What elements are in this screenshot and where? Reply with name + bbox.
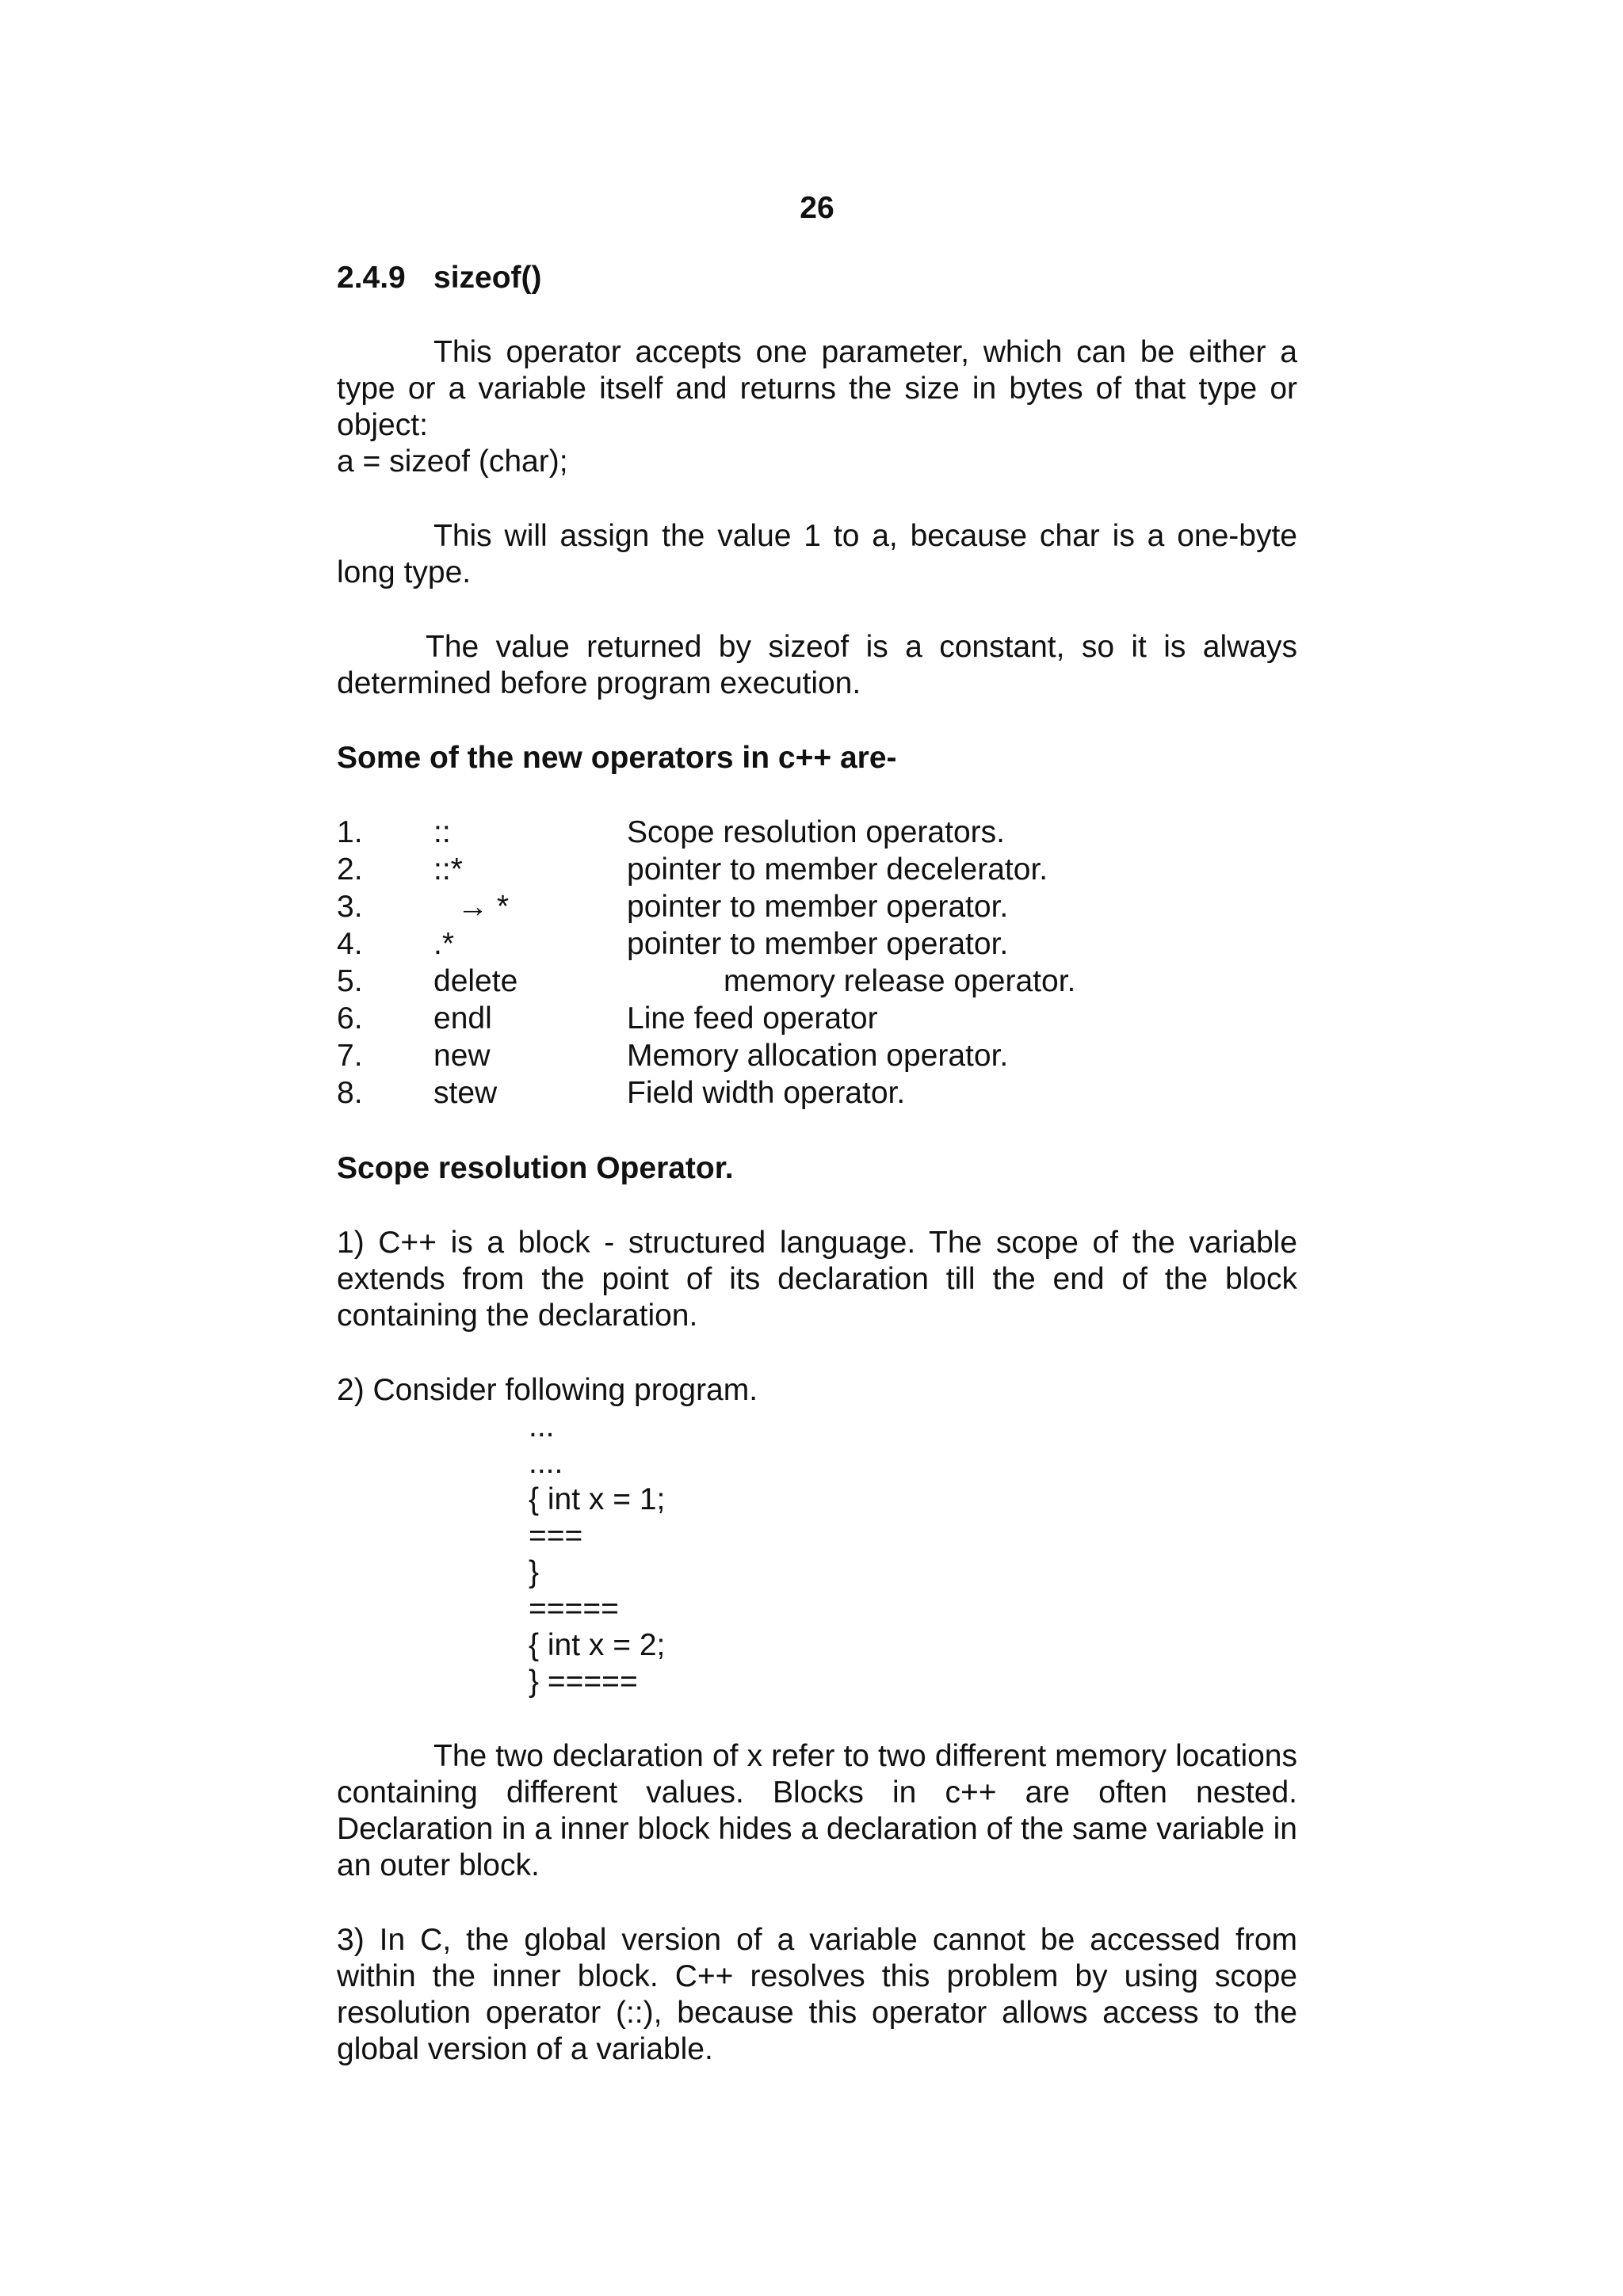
- operator-row: [337, 852, 1297, 889]
- page-number: 26: [800, 191, 834, 225]
- code-line: } =====: [529, 1665, 638, 1699]
- operator-number: 7.: [337, 1039, 363, 1073]
- code-line: ...: [529, 1409, 555, 1444]
- document-page: [337, 190, 1297, 2068]
- operator-description: pointer to member operator.: [627, 927, 1009, 961]
- scope-resolution-heading: Scope resolution Operator.: [337, 1151, 734, 1185]
- scope-point-3: 3) In C, the global version of a variable cannot be accessed from within the inner block. C++ resolves this problem by using scope resolution operator (::), because this operator allows access to the global version of a variable.: [337, 1923, 1297, 2066]
- operator-symbol: → *: [457, 890, 510, 924]
- operator-row: [337, 1038, 1297, 1075]
- operator-row: [337, 926, 1297, 963]
- operator-symbol: delete: [433, 964, 518, 998]
- code-line: ===: [529, 1519, 583, 1553]
- operator-number: 2.: [337, 852, 363, 887]
- operator-row: [337, 814, 1297, 852]
- operator-description: Scope resolution operators.: [627, 815, 1005, 849]
- operator-symbol: stew: [433, 1076, 498, 1110]
- operator-number: 3.: [337, 890, 363, 924]
- operator-description: pointer to member operator.: [627, 890, 1009, 924]
- scope-point-1: 1) C++ is a block - structured language. The scope of the variable extends from the point of its declaration till the end of the block containing the declaration.: [337, 1226, 1297, 1333]
- operator-row: [337, 1001, 1297, 1038]
- scope-point-2: 2) Consider following program.: [337, 1373, 758, 1407]
- operator-row: [337, 889, 1297, 926]
- operator-description: Field width operator.: [627, 1076, 906, 1110]
- operator-number: 8.: [337, 1076, 363, 1110]
- operator-number: 6.: [337, 1001, 363, 1035]
- code-example: [529, 1409, 1297, 1700]
- operator-list: [337, 814, 1297, 1112]
- operator-symbol: .*: [433, 927, 455, 961]
- section-heading: [337, 260, 1297, 296]
- sizeof-paragraph-3: The value returned by sizeof is a constant, so it is always determined before program execution.: [337, 630, 1297, 700]
- operator-description: pointer to member decelerator.: [627, 852, 1048, 887]
- new-operators-heading: Some of the new operators in c++ are-: [337, 741, 897, 775]
- code-line: }: [529, 1555, 540, 1589]
- operator-row: [337, 1075, 1297, 1112]
- operator-description: Line feed operator: [627, 1001, 878, 1035]
- operator-symbol: endl: [433, 1001, 492, 1035]
- operator-row: [337, 963, 1297, 1001]
- code-line: =====: [529, 1592, 619, 1626]
- operator-number: 5.: [337, 964, 363, 998]
- code-line: { int x = 1;: [529, 1482, 666, 1516]
- operator-number: 1.: [337, 815, 363, 849]
- operator-description: Memory allocation operator.: [627, 1039, 1009, 1073]
- section-number: 2.4.9: [337, 261, 406, 295]
- sizeof-code-example: a = sizeof (char);: [337, 444, 568, 479]
- scope-paragraph-after-code: The two declaration of x refer to two different memory locations containing different values. Blocks in c++ are often nested. Declaration in a inner block hides a declaration of the same variable in an outer block.: [337, 1739, 1297, 1882]
- operator-description: memory release operator.: [724, 964, 1076, 998]
- operator-symbol: ::*: [433, 852, 463, 887]
- section-title: sizeof(): [433, 261, 542, 295]
- sizeof-paragraph-2: This will assign the value 1 to a, because char is a one-byte long type.: [337, 519, 1297, 589]
- code-line: ....: [529, 1446, 563, 1480]
- sizeof-paragraph-1: This operator accepts one parameter, which can be either a type or a variable itself and returns the size in bytes of that type or object:: [337, 335, 1297, 442]
- operator-symbol: new: [433, 1039, 491, 1073]
- operator-symbol: ::: [433, 815, 451, 849]
- operator-number: 4.: [337, 927, 363, 961]
- code-line: { int x = 2;: [529, 1628, 666, 1662]
